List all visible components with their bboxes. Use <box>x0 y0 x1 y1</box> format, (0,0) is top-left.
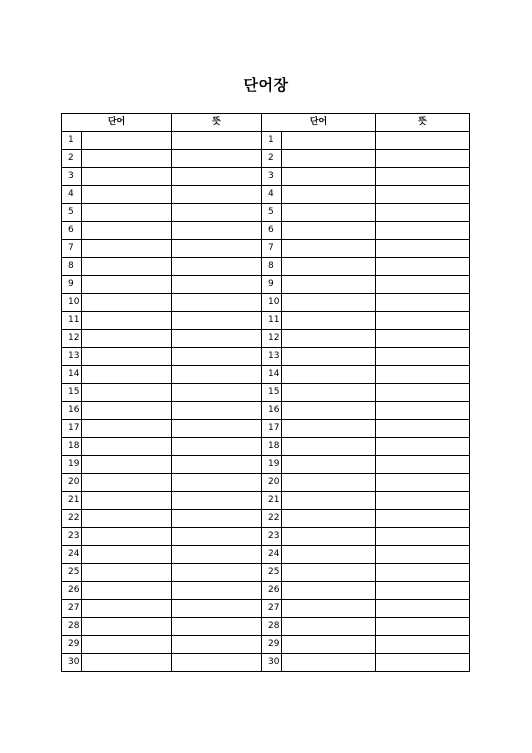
row-number-left: 13 <box>62 348 82 366</box>
meaning-cell-left[interactable] <box>172 276 262 294</box>
meaning-cell-left[interactable] <box>172 348 262 366</box>
meaning-cell-right[interactable] <box>376 240 470 258</box>
row-number-right: 29 <box>262 636 282 654</box>
meaning-cell-right[interactable] <box>376 168 470 186</box>
word-cell-left[interactable] <box>82 636 172 654</box>
table-row <box>62 600 470 618</box>
word-cell-right[interactable] <box>282 420 376 438</box>
table-row <box>62 618 470 636</box>
word-cell-left[interactable] <box>82 474 172 492</box>
table-row <box>62 438 470 456</box>
word-cell-left[interactable] <box>82 294 172 312</box>
word-cell-right[interactable] <box>282 366 376 384</box>
row-number-left: 24 <box>62 546 82 564</box>
row-number-right: 11 <box>262 312 282 330</box>
row-number-right: 2 <box>262 150 282 168</box>
table-row <box>62 204 470 222</box>
row-number-left: 12 <box>62 330 82 348</box>
table-row <box>62 276 470 294</box>
row-number-right: 30 <box>262 654 282 672</box>
meaning-cell-right[interactable] <box>376 492 470 510</box>
meaning-cell-left[interactable] <box>172 420 262 438</box>
meaning-cell-left[interactable] <box>172 366 262 384</box>
row-number-right: 12 <box>262 330 282 348</box>
row-number-left: 26 <box>62 582 82 600</box>
meaning-cell-left[interactable] <box>172 402 262 420</box>
word-cell-left[interactable] <box>82 186 172 204</box>
word-cell-right[interactable] <box>282 546 376 564</box>
row-number-left: 18 <box>62 438 82 456</box>
table-row <box>62 384 470 402</box>
word-cell-left[interactable] <box>82 510 172 528</box>
row-number-left: 4 <box>62 186 82 204</box>
meaning-cell-left[interactable] <box>172 600 262 618</box>
meaning-cell-right[interactable] <box>376 294 470 312</box>
word-cell-right[interactable] <box>282 186 376 204</box>
row-number-left: 1 <box>62 132 82 150</box>
meaning-cell-right[interactable] <box>376 258 470 276</box>
table-row <box>62 636 470 654</box>
word-cell-right[interactable] <box>282 384 376 402</box>
word-cell-right[interactable] <box>282 312 376 330</box>
row-number-right: 20 <box>262 474 282 492</box>
meaning-cell-right[interactable] <box>376 312 470 330</box>
meaning-cell-left[interactable] <box>172 330 262 348</box>
meaning-cell-left[interactable] <box>172 546 262 564</box>
page-title: 단어장 <box>243 76 289 94</box>
meaning-cell-left[interactable] <box>172 654 262 672</box>
meaning-cell-left[interactable] <box>172 510 262 528</box>
word-cell-right[interactable] <box>282 456 376 474</box>
row-number-left: 19 <box>62 456 82 474</box>
word-cell-left[interactable] <box>82 384 172 402</box>
word-cell-left[interactable] <box>82 420 172 438</box>
table-row <box>62 330 470 348</box>
meaning-cell-right[interactable] <box>376 510 470 528</box>
meaning-cell-left[interactable] <box>172 240 262 258</box>
word-column-header-left: 단어 <box>62 114 172 132</box>
word-cell-right[interactable] <box>282 150 376 168</box>
word-cell-right[interactable] <box>282 528 376 546</box>
table-row <box>62 582 470 600</box>
table-row <box>62 510 470 528</box>
row-number-left: 9 <box>62 276 82 294</box>
word-cell-left[interactable] <box>82 168 172 186</box>
table-row <box>62 132 470 150</box>
word-cell-right[interactable] <box>282 168 376 186</box>
meaning-cell-left[interactable] <box>172 384 262 402</box>
row-number-right: 5 <box>262 204 282 222</box>
word-cell-left[interactable] <box>82 402 172 420</box>
row-number-right: 22 <box>262 510 282 528</box>
word-cell-left[interactable] <box>82 456 172 474</box>
word-cell-left[interactable] <box>82 546 172 564</box>
row-number-right: 13 <box>262 348 282 366</box>
table-row <box>62 258 470 276</box>
word-cell-right[interactable] <box>282 402 376 420</box>
meaning-cell-right[interactable] <box>376 366 470 384</box>
word-column-header-right: 단어 <box>262 114 376 132</box>
meaning-cell-right[interactable] <box>376 384 470 402</box>
row-number-right: 27 <box>262 600 282 618</box>
row-number-right: 19 <box>262 456 282 474</box>
row-number-left: 11 <box>62 312 82 330</box>
meaning-column-header-left: 뜻 <box>172 114 262 132</box>
row-number-right: 16 <box>262 402 282 420</box>
table-row <box>62 222 470 240</box>
row-number-left: 21 <box>62 492 82 510</box>
row-number-left: 8 <box>62 258 82 276</box>
meaning-cell-left[interactable] <box>172 258 262 276</box>
meaning-cell-left[interactable] <box>172 618 262 636</box>
meaning-cell-right[interactable] <box>376 132 470 150</box>
table-row <box>62 168 470 186</box>
row-number-right: 4 <box>262 186 282 204</box>
word-cell-left[interactable] <box>82 366 172 384</box>
word-cell-right[interactable] <box>282 600 376 618</box>
meaning-cell-right[interactable] <box>376 204 470 222</box>
row-number-left: 14 <box>62 366 82 384</box>
meaning-cell-right[interactable] <box>376 420 470 438</box>
table-row <box>62 564 470 582</box>
row-number-right: 14 <box>262 366 282 384</box>
meaning-cell-right[interactable] <box>376 528 470 546</box>
row-number-right: 18 <box>262 438 282 456</box>
meaning-cell-left[interactable] <box>172 438 262 456</box>
word-cell-left[interactable] <box>82 150 172 168</box>
meaning-cell-left[interactable] <box>172 636 262 654</box>
word-cell-left[interactable] <box>82 204 172 222</box>
table-row <box>62 420 470 438</box>
table-row <box>62 456 470 474</box>
word-cell-left[interactable] <box>82 528 172 546</box>
word-cell-left[interactable] <box>82 330 172 348</box>
row-number-right: 23 <box>262 528 282 546</box>
row-number-left: 5 <box>62 204 82 222</box>
meaning-cell-right[interactable] <box>376 654 470 672</box>
table-row <box>62 528 470 546</box>
word-cell-right[interactable] <box>282 348 376 366</box>
row-number-left: 27 <box>62 600 82 618</box>
row-number-left: 23 <box>62 528 82 546</box>
word-cell-left[interactable] <box>82 564 172 582</box>
row-number-left: 22 <box>62 510 82 528</box>
table-header-row <box>62 114 470 132</box>
meaning-cell-right[interactable] <box>376 546 470 564</box>
row-number-right: 7 <box>262 240 282 258</box>
row-number-left: 25 <box>62 564 82 582</box>
meaning-cell-right[interactable] <box>376 474 470 492</box>
row-number-right: 17 <box>262 420 282 438</box>
meaning-cell-left[interactable] <box>172 456 262 474</box>
word-cell-right[interactable] <box>282 258 376 276</box>
meaning-cell-left[interactable] <box>172 582 262 600</box>
table-row <box>62 348 470 366</box>
word-cell-right[interactable] <box>282 276 376 294</box>
meaning-cell-right[interactable] <box>376 636 470 654</box>
vocabulary-table <box>61 113 470 672</box>
meaning-cell-right[interactable] <box>376 330 470 348</box>
row-number-left: 16 <box>62 402 82 420</box>
word-cell-left[interactable] <box>82 276 172 294</box>
word-cell-right[interactable] <box>282 222 376 240</box>
row-number-left: 3 <box>62 168 82 186</box>
word-cell-left[interactable] <box>82 600 172 618</box>
row-number-right: 15 <box>262 384 282 402</box>
table-row <box>62 474 470 492</box>
meaning-cell-left[interactable] <box>172 294 262 312</box>
table-row <box>62 312 470 330</box>
word-cell-right[interactable] <box>282 330 376 348</box>
word-cell-left[interactable] <box>82 654 172 672</box>
meaning-cell-left[interactable] <box>172 222 262 240</box>
word-cell-left[interactable] <box>82 348 172 366</box>
meaning-cell-left[interactable] <box>172 186 262 204</box>
meaning-cell-right[interactable] <box>376 276 470 294</box>
row-number-left: 6 <box>62 222 82 240</box>
word-cell-right[interactable] <box>282 474 376 492</box>
row-number-right: 9 <box>262 276 282 294</box>
row-number-left: 30 <box>62 654 82 672</box>
word-cell-right[interactable] <box>282 294 376 312</box>
row-number-left: 2 <box>62 150 82 168</box>
word-cell-right[interactable] <box>282 654 376 672</box>
meaning-cell-left[interactable] <box>172 204 262 222</box>
word-cell-left[interactable] <box>82 618 172 636</box>
meaning-cell-right[interactable] <box>376 222 470 240</box>
row-number-right: 8 <box>262 258 282 276</box>
vocabulary-table-body <box>62 132 470 672</box>
row-number-right: 10 <box>262 294 282 312</box>
table-row <box>62 402 470 420</box>
row-number-left: 15 <box>62 384 82 402</box>
meaning-cell-left[interactable] <box>172 132 262 150</box>
word-cell-right[interactable] <box>282 132 376 150</box>
table-row <box>62 654 470 672</box>
row-number-left: 17 <box>62 420 82 438</box>
meaning-cell-right[interactable] <box>376 402 470 420</box>
row-number-right: 28 <box>262 618 282 636</box>
meaning-cell-left[interactable] <box>172 312 262 330</box>
word-cell-left[interactable] <box>82 492 172 510</box>
word-cell-right[interactable] <box>282 510 376 528</box>
meaning-cell-left[interactable] <box>172 168 262 186</box>
meaning-cell-left[interactable] <box>172 150 262 168</box>
word-cell-right[interactable] <box>282 240 376 258</box>
word-cell-right[interactable] <box>282 636 376 654</box>
meaning-cell-right[interactable] <box>376 186 470 204</box>
table-row <box>62 150 470 168</box>
row-number-right: 1 <box>262 132 282 150</box>
word-cell-left[interactable] <box>82 312 172 330</box>
meaning-cell-right[interactable] <box>376 438 470 456</box>
meaning-cell-right[interactable] <box>376 600 470 618</box>
meaning-cell-right[interactable] <box>376 456 470 474</box>
word-cell-right[interactable] <box>282 492 376 510</box>
table-row <box>62 492 470 510</box>
row-number-right: 21 <box>262 492 282 510</box>
table-row <box>62 546 470 564</box>
table-row <box>62 294 470 312</box>
meaning-cell-right[interactable] <box>376 348 470 366</box>
row-number-left: 20 <box>62 474 82 492</box>
word-cell-left[interactable] <box>82 132 172 150</box>
word-cell-left[interactable] <box>82 258 172 276</box>
word-cell-left[interactable] <box>82 240 172 258</box>
word-cell-right[interactable] <box>282 438 376 456</box>
word-cell-right[interactable] <box>282 204 376 222</box>
meaning-column-header-right: 뜻 <box>376 114 470 132</box>
meaning-cell-right[interactable] <box>376 618 470 636</box>
meaning-cell-right[interactable] <box>376 564 470 582</box>
word-cell-right[interactable] <box>282 618 376 636</box>
meaning-cell-left[interactable] <box>172 528 262 546</box>
row-number-right: 6 <box>262 222 282 240</box>
row-number-left: 29 <box>62 636 82 654</box>
row-number-left: 10 <box>62 294 82 312</box>
meaning-cell-right[interactable] <box>376 582 470 600</box>
table-row <box>62 366 470 384</box>
word-cell-left[interactable] <box>82 438 172 456</box>
row-number-left: 28 <box>62 618 82 636</box>
row-number-right: 3 <box>262 168 282 186</box>
word-cell-right[interactable] <box>282 564 376 582</box>
row-number-right: 26 <box>262 582 282 600</box>
word-cell-right[interactable] <box>282 582 376 600</box>
row-number-right: 24 <box>262 546 282 564</box>
word-cell-left[interactable] <box>82 222 172 240</box>
table-row <box>62 186 470 204</box>
meaning-cell-left[interactable] <box>172 474 262 492</box>
word-cell-left[interactable] <box>82 582 172 600</box>
meaning-cell-right[interactable] <box>376 150 470 168</box>
meaning-cell-left[interactable] <box>172 492 262 510</box>
row-number-right: 25 <box>262 564 282 582</box>
table-row <box>62 240 470 258</box>
row-number-left: 7 <box>62 240 82 258</box>
meaning-cell-left[interactable] <box>172 564 262 582</box>
